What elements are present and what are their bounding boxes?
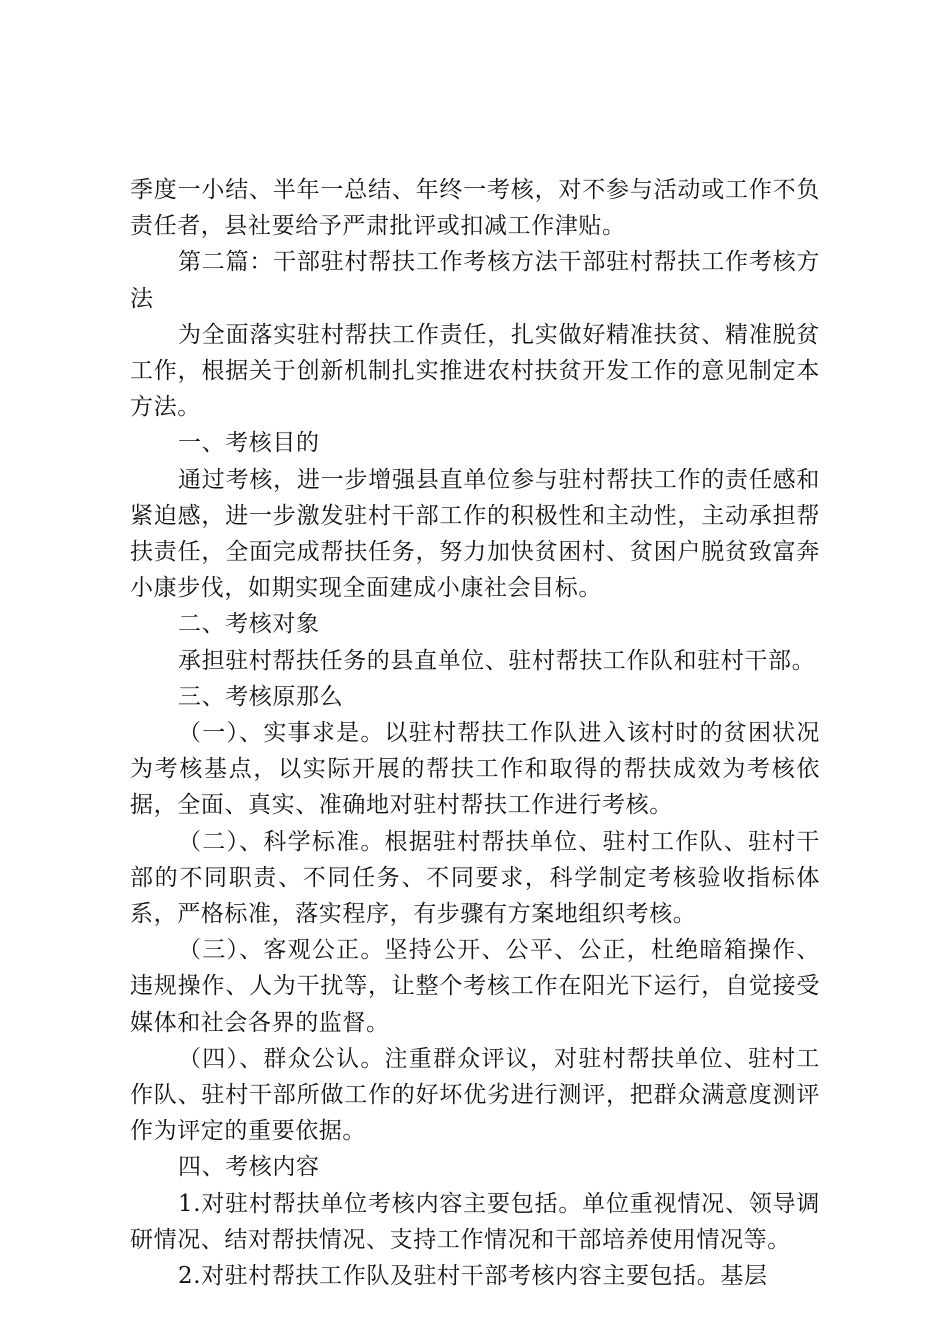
paragraph-content-2: 2.对驻村帮扶工作队及驻村干部考核内容主要包括。基层 — [178, 1263, 768, 1290]
paragraph-content-1: 1.对驻村帮扶单位考核内容主要包括。单位重视情况、领导调研情况、结对帮扶情况、支持工作情况和干部培养使用情况等。 — [130, 1190, 820, 1253]
section-heading-principles: 三、考核原那么 — [178, 683, 344, 710]
paragraph-principle-4: （四）、群众公认。注重群众评议，对驻村帮扶单位、驻村工作队、驻村干部所做工作的好坏优劣进行测评，把群众满意度测评作为评定的重要依据。 — [130, 1045, 820, 1145]
paragraph-principle-3: （三）、客观公正。坚持公开、公平、公正，杜绝暗箱操作、违规操作、人为干扰等，让整个考核工作在阳光下运行，自觉接受媒体和社会各界的监督。 — [130, 937, 820, 1036]
paragraph-continuation: 季度一小结、半年一总结、年终一考核，对不参与活动或工作不负责任者，县社要给予严肃批评或扣减工作津贴。 — [130, 177, 820, 240]
section-heading-content: 四、考核内容 — [178, 1154, 320, 1181]
paragraph-targets: 承担驻村帮扶任务的县直单位、驻村帮扶工作队和驻村干部。 — [178, 647, 816, 674]
chapter-title: 第二篇：干部驻村帮扶工作考核方法干部驻村帮扶工作考核方法 — [130, 249, 820, 312]
paragraph-purpose: 通过考核，进一步增强县直单位参与驻村帮扶工作的责任感和紧迫感，进一步激发驻村干部工作的积极性和主动性，主动承担帮扶责任，全面完成帮扶任务，努力加快贫困村、贫困户脱贫致富奔小康步伐，如期实现全面建成小康社会目标。 — [130, 466, 820, 602]
paragraph-principle-2: （二）、科学标准。根据驻村帮扶单位、驻村工作队、驻村干部的不同职责、不同任务、不同要求，科学制定考核验收指标体系，严格标准，落实程序，有步骤有方案地组织考核。 — [130, 828, 820, 928]
paragraph-principle-1: （一）、实事求是。以驻村帮扶工作队进入该村时的贫困状况为考核基点，以实际开展的帮扶工作和取得的帮扶成效为考核依据，全面、真实、准确地对驻村帮扶工作进行考核。 — [130, 720, 820, 819]
paragraph-intro: 为全面落实驻村帮扶工作责任，扎实做好精准扶贫、精准脱贫工作，根据关于创新机制扎实推进农村扶贫开发工作的意见制定本方法。 — [130, 321, 820, 421]
section-heading-purpose: 一、考核目的 — [178, 430, 320, 457]
section-heading-targets: 二、考核对象 — [178, 611, 320, 638]
document-body — [130, 172, 820, 1294]
